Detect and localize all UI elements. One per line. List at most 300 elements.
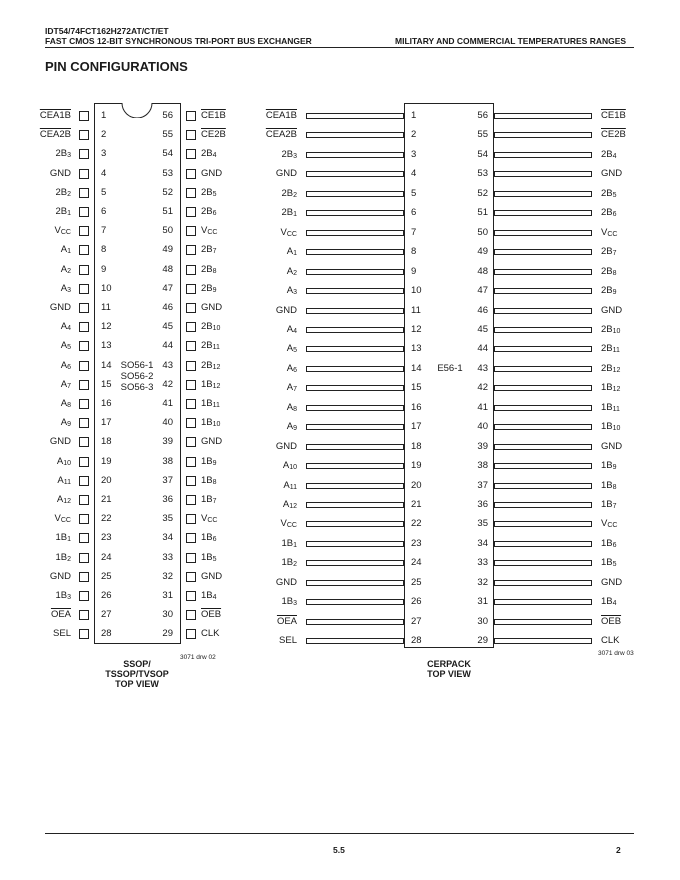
- pin-53-lead: [186, 169, 196, 179]
- pin-31-lead: [494, 599, 592, 605]
- pin-44-number: 44: [477, 343, 488, 355]
- cerpack-caption: [414, 659, 484, 679]
- pin-30-label: $\overline{OEB}$: [201, 609, 222, 621]
- pin-36-lead: [494, 502, 592, 508]
- pin-42-label: $1B_{12}$: [201, 378, 221, 390]
- pin-46-number: 46: [162, 302, 173, 313]
- pin-33-lead: [186, 553, 196, 563]
- pin-19-label: $A_{10}$: [282, 460, 297, 472]
- pin-33-number: 33: [162, 551, 173, 563]
- pin-2-lead: [79, 130, 89, 140]
- pin-3-lead: [79, 149, 89, 159]
- section-number: 5.5: [333, 845, 345, 855]
- pin-14-number: 14: [101, 359, 112, 371]
- pin-29-lead: [186, 629, 196, 639]
- pin-37-number: 37: [162, 474, 173, 486]
- caption-line-2: TSSOP/TVSOP: [105, 669, 169, 679]
- pin-7-number: 7: [101, 225, 107, 237]
- pin-51-number: 51: [162, 206, 173, 217]
- pin-24-number: 24: [101, 551, 112, 563]
- pin-45-number: 45: [477, 323, 488, 335]
- pin-9-number: 9: [411, 265, 417, 277]
- pin-32-label: GND: [201, 570, 223, 582]
- pin-16-label: $A_8$: [60, 398, 71, 409]
- pin-20-lead: [306, 483, 404, 489]
- footer-rule: [45, 833, 634, 834]
- pin-23-number: 23: [411, 537, 422, 549]
- pin-21-number: 21: [411, 499, 422, 510]
- ssop-caption: [95, 659, 179, 689]
- pin-37-number: 37: [477, 479, 488, 491]
- pin-10-number: 10: [101, 282, 112, 294]
- pin-18-lead: [79, 437, 89, 447]
- pin-37-label: $1B_8$: [601, 479, 617, 491]
- pin-16-number: 16: [101, 398, 112, 409]
- pin-39-number: 39: [162, 436, 173, 448]
- pin-42-label: $1B_{12}$: [601, 382, 621, 394]
- pin-35-number: 35: [477, 518, 488, 530]
- pin-13-label: $A_5$: [60, 340, 71, 352]
- pin-49-label: $2B_7$: [201, 244, 217, 256]
- pin-31-number: 31: [477, 596, 488, 608]
- pin-10-number: 10: [411, 285, 422, 297]
- document-subtitle: FAST CMOS 12-BIT SYNCHRONOUS TRI-PORT BUS EXCHANGER: [45, 36, 312, 46]
- pin-54-label: $2B_4$: [201, 148, 217, 160]
- pin-20-lead: [79, 476, 89, 486]
- pin-40-label: $1B_{10}$: [601, 421, 621, 433]
- pin-19-lead: [79, 457, 89, 467]
- pin-41-label: $1B_{11}$: [601, 401, 620, 413]
- pin-46-label: GND: [601, 304, 623, 316]
- pin-7-lead: [306, 230, 404, 236]
- pin-32-label: GND: [601, 576, 623, 588]
- pin-26-lead: [306, 599, 404, 605]
- pin-49-lead: [494, 249, 592, 255]
- package-code-3: SO56-3: [120, 382, 154, 393]
- pin-50-lead: [494, 230, 592, 236]
- pin-29-number: 29: [477, 635, 488, 647]
- pin-1-lead: [306, 113, 404, 119]
- pin-1-label: CEA1B: [265, 110, 297, 121]
- pin-48-number: 48: [477, 265, 488, 277]
- pin-48-label: $2B_8$: [601, 265, 617, 277]
- pin-52-number: 52: [162, 186, 173, 198]
- pin-23-number: 23: [101, 532, 112, 544]
- pin-34-number: 34: [162, 532, 173, 544]
- pin-53-number: 53: [477, 168, 488, 180]
- pin-6-lead: [79, 207, 89, 217]
- pin-20-label: $A_{11}$: [57, 474, 71, 486]
- pin-10-lead: [79, 284, 89, 294]
- pin-11-number: 11: [411, 304, 421, 316]
- pin-11-number: 11: [101, 302, 111, 313]
- pin-35-lead: [186, 514, 196, 524]
- pin-32-number: 32: [162, 570, 173, 582]
- pin-2-number: 2: [101, 129, 107, 141]
- pin-22-number: 22: [101, 513, 112, 525]
- pin-13-number: 13: [411, 343, 422, 355]
- pin-47-lead: [494, 288, 592, 294]
- pin-22-label: $V_{CC}$: [54, 513, 71, 525]
- pin-27-lead: [79, 610, 89, 620]
- pin-51-lead: [186, 207, 196, 217]
- pin-13-lead: [79, 341, 89, 351]
- pin-50-number: 50: [162, 225, 173, 237]
- pin-40-number: 40: [477, 421, 488, 433]
- pin-36-number: 36: [162, 494, 173, 505]
- pin-52-lead: [494, 191, 592, 197]
- pin-50-lead: [186, 226, 196, 236]
- pin-53-label: GND: [601, 168, 623, 180]
- pin-47-lead: [186, 284, 196, 294]
- pin-30-lead: [186, 610, 196, 620]
- pin-30-number: 30: [162, 609, 173, 621]
- pin-38-lead: [494, 463, 592, 469]
- pin-5-label: $2B_2$: [55, 186, 71, 198]
- pin-17-number: 17: [101, 417, 112, 429]
- pin-9-lead: [306, 269, 404, 275]
- pin-48-lead: [186, 265, 196, 275]
- pin-15-number: 15: [411, 382, 422, 394]
- pin-17-lead: [306, 424, 404, 430]
- pin-27-label: $\overline{OEA}$: [50, 609, 71, 621]
- pin-21-label: $A_{12}$: [56, 494, 71, 505]
- pin-56-number: 56: [162, 110, 173, 121]
- pin-40-lead: [186, 418, 196, 428]
- pin-49-number: 49: [162, 244, 173, 256]
- pin-19-number: 19: [101, 455, 112, 467]
- pin-16-number: 16: [411, 401, 422, 413]
- pin-40-number: 40: [162, 417, 173, 429]
- pin-8-lead: [79, 245, 89, 255]
- pin-1-lead: [79, 111, 89, 121]
- pin-37-lead: [494, 483, 592, 489]
- pin-19-number: 19: [411, 460, 422, 472]
- pin-4-label: GND: [49, 167, 71, 179]
- pin-45-label: $2B_{10}$: [601, 323, 621, 335]
- pin-53-label: GND: [201, 167, 223, 179]
- pin-7-number: 7: [411, 226, 417, 238]
- pin-46-label: GND: [201, 302, 223, 313]
- pin-24-label: $1B_2$: [55, 551, 71, 563]
- pin-56-label: CE1B: [201, 110, 226, 121]
- pin-39-number: 39: [477, 440, 488, 452]
- pin-28-lead: [79, 629, 89, 639]
- pin-29-number: 29: [162, 628, 173, 640]
- pin-54-lead: [494, 152, 592, 158]
- pin-49-lead: [186, 245, 196, 255]
- pin-18-label: GND: [49, 436, 71, 448]
- pin-21-number: 21: [101, 494, 112, 505]
- pin-8-label: $A_1$: [60, 244, 71, 256]
- pin-15-label: $A_7$: [60, 378, 71, 390]
- caption-line-1: CERPACK: [427, 659, 471, 669]
- pin-25-label: GND: [49, 570, 71, 582]
- pin-17-label: $A_9$: [286, 421, 297, 433]
- pin-11-lead: [79, 303, 89, 313]
- pin-12-number: 12: [101, 321, 112, 333]
- pin-28-number: 28: [411, 635, 422, 647]
- pin-25-lead: [306, 580, 404, 586]
- pin-47-label: $2B_9$: [601, 285, 617, 297]
- pin-45-lead: [494, 327, 592, 333]
- header-rule: [45, 47, 634, 48]
- pin-43-number: 43: [162, 359, 173, 371]
- pin-33-label: $1B_5$: [201, 551, 217, 563]
- pin-39-lead: [186, 437, 196, 447]
- caption-line-2: TOP VIEW: [427, 669, 471, 679]
- pin-32-number: 32: [477, 576, 488, 588]
- pin-14-lead: [306, 366, 404, 372]
- pin-23-label: $1B_1$: [55, 532, 71, 544]
- pin-49-number: 49: [477, 246, 488, 258]
- pin-5-number: 5: [101, 186, 107, 198]
- pin-15-number: 15: [101, 378, 112, 390]
- pin-7-label: $V_{CC}$: [280, 226, 297, 238]
- pin-5-label: $2B_2$: [281, 187, 297, 199]
- pin-43-label: $2B_{12}$: [601, 362, 621, 374]
- pin-39-lead: [494, 444, 592, 450]
- pin-43-lead: [494, 366, 592, 372]
- pin-15-lead: [79, 380, 89, 390]
- pin-46-lead: [494, 308, 592, 314]
- pin-52-label: $2B_5$: [601, 187, 617, 199]
- pin-54-lead: [186, 149, 196, 159]
- pin-30-number: 30: [477, 615, 488, 627]
- pin-4-number: 4: [411, 168, 417, 180]
- cerpack-package-code: E56-1: [437, 363, 463, 374]
- pin-31-lead: [186, 591, 196, 601]
- pin-33-label: $1B_5$: [601, 557, 617, 569]
- pin-18-number: 18: [101, 436, 112, 448]
- pin-25-lead: [79, 572, 89, 582]
- pin-34-lead: [186, 533, 196, 543]
- pin-5-lead: [79, 188, 89, 198]
- pin-2-number: 2: [411, 129, 417, 141]
- page-number: 2: [616, 845, 621, 855]
- pin-6-label: $2B_1$: [55, 206, 71, 217]
- pin-2-label: CEA2B: [39, 129, 71, 141]
- pin-10-label: $A_3$: [60, 282, 71, 294]
- package-code-2: SO56-2: [120, 371, 154, 382]
- pin-30-lead: [494, 619, 592, 625]
- pin-36-label: $1B_7$: [201, 494, 217, 505]
- pin-18-number: 18: [411, 440, 422, 452]
- pin-47-number: 47: [477, 285, 488, 297]
- pin-17-number: 17: [411, 421, 422, 433]
- pin-15-label: $A_7$: [286, 382, 297, 394]
- pin-5-number: 5: [411, 187, 417, 199]
- pin-21-lead: [306, 502, 404, 508]
- pin-55-number: 55: [477, 129, 488, 141]
- pin-35-label: $V_{CC}$: [201, 513, 218, 525]
- pin-8-number: 8: [101, 244, 107, 256]
- pin-17-lead: [79, 418, 89, 428]
- pin-20-number: 20: [411, 479, 422, 491]
- pin-52-label: $2B_5$: [201, 186, 217, 198]
- pin-12-label: $A_4$: [60, 321, 71, 333]
- pin-35-lead: [494, 521, 592, 527]
- pin-54-label: $2B_4$: [601, 148, 617, 160]
- pin-28-lead: [306, 638, 404, 644]
- pin-56-lead: [186, 111, 196, 121]
- pin-12-lead: [79, 322, 89, 332]
- pin-48-number: 48: [162, 263, 173, 275]
- pin-48-lead: [494, 269, 592, 275]
- pin-32-lead: [494, 580, 592, 586]
- pin-34-number: 34: [477, 537, 488, 549]
- pin-38-number: 38: [477, 460, 488, 472]
- pin-37-lead: [186, 476, 196, 486]
- pin-22-lead: [306, 521, 404, 527]
- pin-3-label: $2B_3$: [55, 148, 71, 160]
- pin-2-label: CEA2B: [265, 129, 297, 141]
- pin-25-label: GND: [275, 576, 297, 588]
- pin-26-lead: [79, 591, 89, 601]
- pin-50-label: $V_{CC}$: [601, 226, 618, 238]
- pin-14-number: 14: [411, 362, 422, 374]
- cerpack-drawing-number: 3071 drw 03: [598, 650, 634, 657]
- pin-24-label: $1B_2$: [281, 557, 297, 569]
- pin-30-label: $\overline{OEB}$: [601, 615, 622, 627]
- pin-34-lead: [494, 541, 592, 547]
- pin-26-label: $1B_3$: [281, 596, 297, 608]
- pin-8-number: 8: [411, 246, 417, 258]
- pin-45-lead: [186, 322, 196, 332]
- pin-44-number: 44: [162, 340, 173, 352]
- pin-45-label: $2B_{10}$: [201, 321, 221, 333]
- pin-38-number: 38: [162, 455, 173, 467]
- pin-22-label: $V_{CC}$: [280, 518, 297, 530]
- pin-21-label: $A_{12}$: [282, 499, 297, 510]
- pin-35-number: 35: [162, 513, 173, 525]
- pin-27-label: $\overline{OEA}$: [276, 615, 297, 627]
- pin-9-label: $A_2$: [286, 265, 297, 277]
- pin-11-label: GND: [49, 302, 71, 313]
- pin-12-lead: [306, 327, 404, 333]
- pin-16-label: $A_8$: [286, 401, 297, 413]
- pin-22-lead: [79, 514, 89, 524]
- pin-11-label: GND: [275, 304, 297, 316]
- pin-36-lead: [186, 495, 196, 505]
- pin-42-number: 42: [477, 382, 488, 394]
- pin-21-lead: [79, 495, 89, 505]
- pin-41-label: $1B_{11}$: [201, 398, 220, 409]
- pin-1-number: 1: [411, 110, 417, 121]
- pin-24-lead: [79, 553, 89, 563]
- pin-38-lead: [186, 457, 196, 467]
- pin-4-number: 4: [101, 167, 107, 179]
- pin-14-lead: [79, 361, 89, 371]
- pin-48-label: $2B_8$: [201, 263, 217, 275]
- pin-8-label: $A_1$: [286, 246, 297, 258]
- pin-29-label: CLK: [201, 628, 220, 640]
- pin-20-number: 20: [101, 474, 112, 486]
- pin-6-number: 6: [101, 206, 107, 217]
- pin-26-number: 26: [411, 596, 422, 608]
- pin-53-number: 53: [162, 167, 173, 179]
- pin-14-label: $A_6$: [286, 362, 297, 374]
- pin-18-lead: [306, 444, 404, 450]
- pin-9-label: $A_2$: [60, 263, 71, 275]
- pin-14-label: $A_6$: [60, 359, 71, 371]
- pin-41-number: 41: [477, 401, 488, 413]
- pin-53-lead: [494, 171, 592, 177]
- pin-4-label: GND: [275, 168, 297, 180]
- pin-26-number: 26: [101, 590, 112, 601]
- pin-28-label: SEL: [279, 635, 297, 647]
- pin-16-lead: [306, 405, 404, 411]
- pin-23-label: $1B_1$: [281, 537, 297, 549]
- pin-27-number: 27: [101, 609, 112, 621]
- pin-13-lead: [306, 346, 404, 352]
- pin-46-number: 46: [477, 304, 488, 316]
- pin-9-lead: [79, 265, 89, 275]
- temperature-range: MILITARY AND COMMERCIAL TEMPERATURES RANGES: [395, 36, 627, 46]
- pin-52-lead: [186, 188, 196, 198]
- pin-6-label: $2B_1$: [281, 207, 297, 219]
- pin-12-number: 12: [411, 323, 422, 335]
- pin-43-number: 43: [477, 362, 488, 374]
- pin-11-lead: [306, 308, 404, 314]
- pin-3-number: 3: [411, 148, 417, 160]
- pin-9-number: 9: [101, 263, 107, 275]
- pin-43-lead: [186, 361, 196, 371]
- pin-50-label: $V_{CC}$: [201, 225, 218, 237]
- package-code-1: SO56-1: [120, 360, 154, 371]
- pin-22-number: 22: [411, 518, 422, 530]
- pin-38-label: $1B_9$: [601, 460, 617, 472]
- pin-44-label: $2B_{11}$: [601, 343, 620, 355]
- pin-44-lead: [186, 341, 196, 351]
- pin-51-label: $2B_6$: [201, 206, 217, 217]
- pin-55-number: 55: [162, 129, 173, 141]
- pin-7-lead: [79, 226, 89, 236]
- pin-7-label: $V_{CC}$: [54, 225, 71, 237]
- pin-55-lead: [186, 130, 196, 140]
- pin-56-number: 56: [477, 110, 488, 121]
- pin-28-number: 28: [101, 628, 112, 640]
- pin-56-label: CE1B: [601, 110, 626, 121]
- pin-35-label: $V_{CC}$: [601, 518, 618, 530]
- pin-31-number: 31: [162, 590, 173, 601]
- pin-41-number: 41: [162, 398, 173, 409]
- pin-43-label: $2B_{12}$: [201, 359, 221, 371]
- pin-27-lead: [306, 619, 404, 625]
- pin-42-lead: [494, 385, 592, 391]
- pin-8-lead: [306, 249, 404, 255]
- pin-23-lead: [79, 533, 89, 543]
- pin-31-label: $1B_4$: [201, 590, 217, 601]
- pin-19-lead: [306, 463, 404, 469]
- pin-18-label: GND: [275, 440, 297, 452]
- pin-23-lead: [306, 541, 404, 547]
- pin-13-number: 13: [101, 340, 112, 352]
- pin-29-label: CLK: [601, 635, 620, 647]
- pin-51-number: 51: [477, 207, 488, 219]
- pin-36-label: $1B_7$: [601, 499, 617, 510]
- pin-4-lead: [79, 169, 89, 179]
- pin-3-number: 3: [101, 148, 107, 160]
- pin-3-lead: [306, 152, 404, 158]
- page-title: PIN CONFIGURATIONS: [45, 59, 188, 74]
- pin-10-label: $A_3$: [286, 285, 297, 297]
- pin-47-number: 47: [162, 282, 173, 294]
- ssop-drawing-number: 3071 drw 02: [180, 654, 216, 661]
- pin-28-label: SEL: [53, 628, 71, 640]
- pin-45-number: 45: [162, 321, 173, 333]
- pin-15-lead: [306, 385, 404, 391]
